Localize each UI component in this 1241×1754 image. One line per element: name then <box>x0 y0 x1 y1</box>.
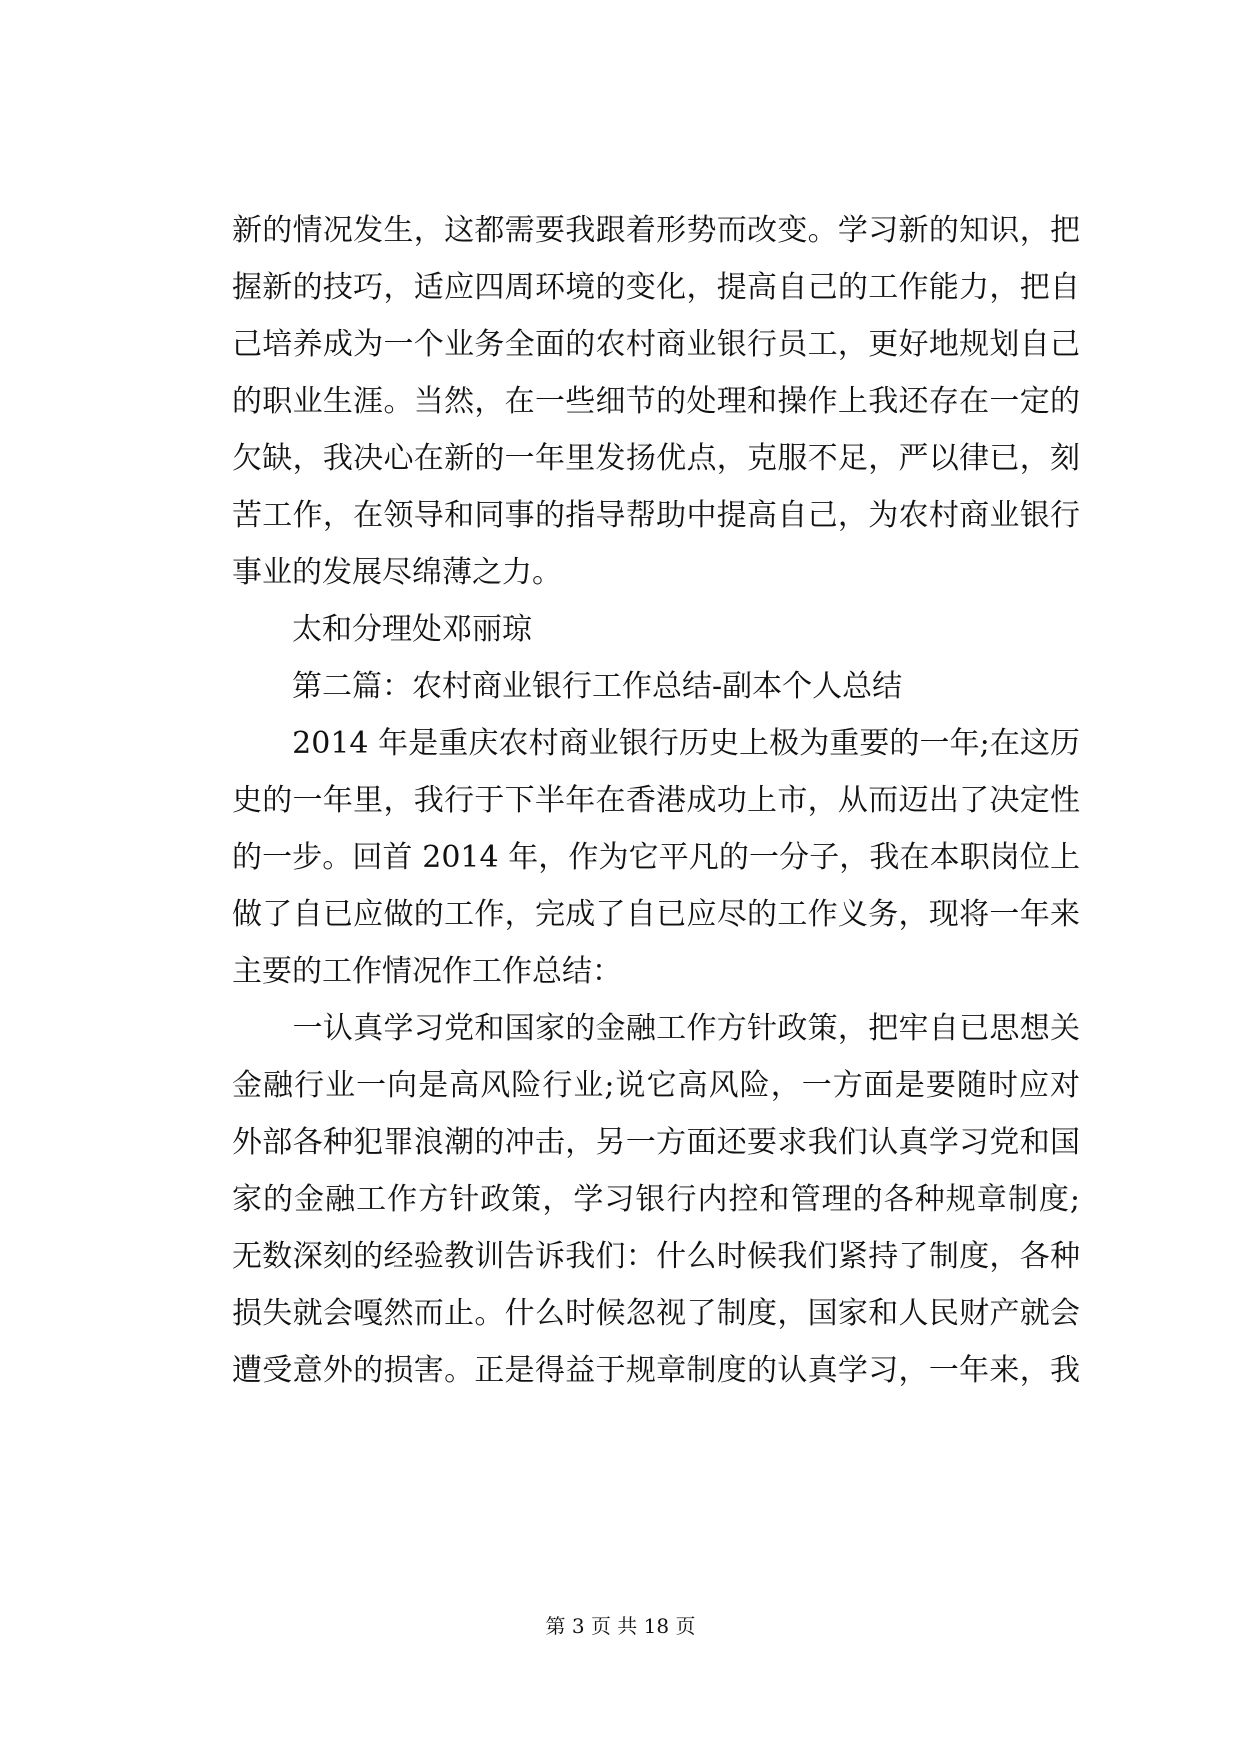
section-heading: 第二篇：农村商业银行工作总结-副本个人总结 <box>232 669 903 704</box>
text-line: 苦工作，在领导和同事的指导帮助中提高自己，为农村商业银行 <box>232 498 1080 533</box>
text-line: 事业的发展尽绵薄之力。 <box>232 555 562 590</box>
text-line: 损失就会嘎然而止。什么时候忽视了制度，国家和人民财产就会 <box>232 1296 1080 1331</box>
text-line: 的一步。回首 2014 年，作为它平凡的一分子，我在本职岗位上 <box>232 840 1080 875</box>
text-line: 家的金融工作方针政策，学习银行内控和管理的各种规章制度; <box>232 1182 1080 1217</box>
text-line: 金融行业一向是高风险行业;说它高风险，一方面是要随时应对 <box>232 1068 1080 1103</box>
text-line: 己培养成为一个业务全面的农村商业银行员工，更好地规划自己 <box>232 327 1080 362</box>
text-line: 史的一年里，我行于下半年在香港成功上市，从而迈出了决定性 <box>232 783 1080 818</box>
text-line: 外部各种犯罪浪潮的冲击，另一方面还要求我们认真学习党和国 <box>232 1125 1080 1160</box>
text-line: 做了自已应做的工作，完成了自已应尽的工作义务，现将一年来 <box>232 897 1080 932</box>
text-line: 主要的工作情况作工作总结： <box>232 954 622 989</box>
text-line: 握新的技巧，适应四周环境的变化，提高自己的工作能力，把自 <box>232 270 1080 305</box>
text-line: 的职业生涯。当然，在一些细节的处理和操作上我还存在一定的 <box>232 384 1080 419</box>
text-line: 一认真学习党和国家的金融工作方针政策，把牢自已思想关 <box>232 1011 1080 1046</box>
text-line: 无数深刻的经验教训告诉我们：什么时候我们紧持了制度，各种 <box>232 1239 1080 1274</box>
text-line: 新的情况发生，这都需要我跟着形势而改变。学习新的知识，把 <box>232 213 1080 248</box>
text-line: 遭受意外的损害。正是得益于规章制度的认真学习，一年来，我 <box>232 1353 1080 1388</box>
text-line: 2014 年是重庆农村商业银行历史上极为重要的一年;在这历 <box>232 726 1080 761</box>
text-line: 欠缺，我决心在新的一年里发扬优点，克服不足，严以律已，刻 <box>232 441 1080 476</box>
signature-line: 太和分理处邓丽琼 <box>232 612 532 647</box>
page-number-footer: 第 3 页 共 18 页 <box>545 1614 696 1638</box>
